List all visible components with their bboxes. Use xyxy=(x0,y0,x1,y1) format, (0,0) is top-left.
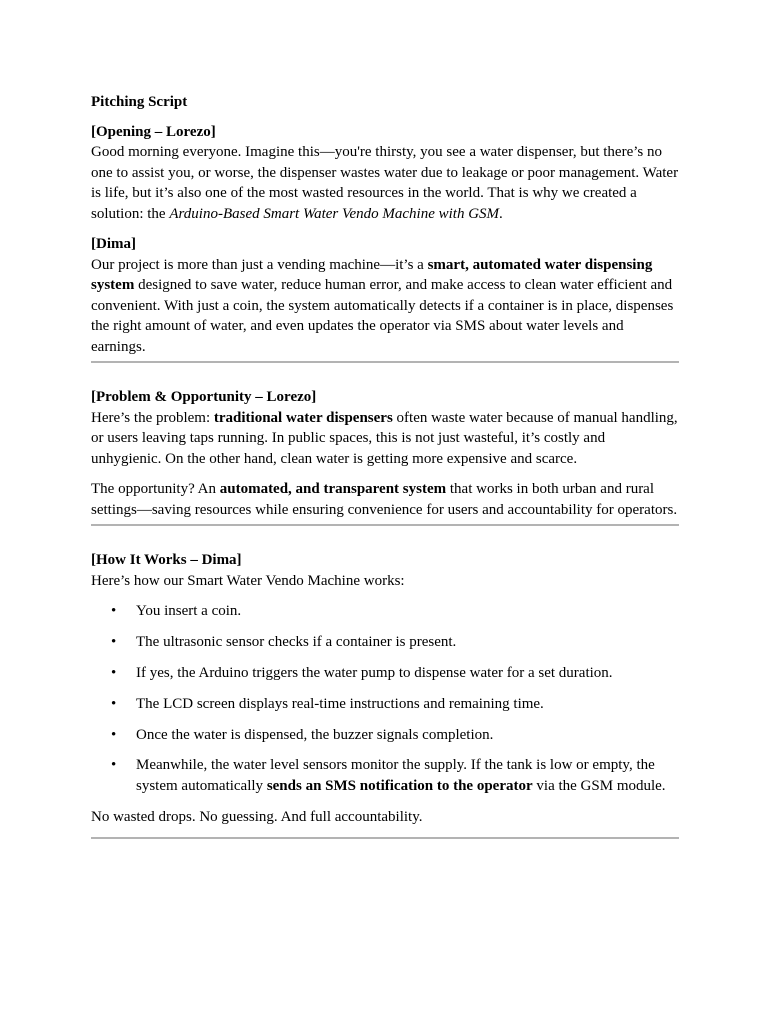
document-title: Pitching Script xyxy=(91,94,188,110)
dima-text-2: designed to save water, reduce human error, and make access to clean water efficient and convenient. With just a coin, the system automatically detects if a container is in place, dispenses the right amount of water, and even updates the operator via SMS about water levels and earnings. xyxy=(91,277,674,355)
list-item xyxy=(91,725,679,746)
bullet-icon: • xyxy=(111,757,117,774)
steps-list xyxy=(91,601,679,796)
step-text: You insert a coin. xyxy=(136,603,242,619)
section-opening xyxy=(91,122,679,225)
problem-bold: traditional water dispensers xyxy=(213,409,393,426)
dima-bold: smart, automated water dispensing system xyxy=(91,256,653,293)
opening-text-2: . xyxy=(499,205,503,222)
problem-text-2: often waste water because of manual handling, or users leaving taps running. In public spaces, this is not just wasteful, it’s costly and unhygienic. On the other hand, clean water is getting more expensive and scarce. xyxy=(91,409,678,467)
closing-line: No wasted drops. No guessing. And full accountability. xyxy=(91,808,423,825)
problem-text-1: Here’s the problem: xyxy=(91,409,214,426)
opportunity-paragraph xyxy=(91,479,679,520)
list-item xyxy=(91,632,679,653)
step-text: If yes, the Arduino triggers the water pump to dispense water for a set duration. xyxy=(136,664,613,681)
problem-paragraph xyxy=(91,387,679,469)
opportunity-bold: automated, and transparent system xyxy=(219,481,447,497)
opening-paragraph xyxy=(91,122,679,225)
divider-1 xyxy=(91,361,679,363)
opening-text-1: Good morning everyone. Imagine this—you're thirsty, you see a water dispenser, but there’s no one to assist you, or worse, the dispenser wastes water due to leakage or poor management. Water is life, but it’s also one of the most wasted resources in the world. That is why we created a solution: the xyxy=(91,144,679,222)
list-item xyxy=(91,694,679,715)
last-step-bold: sends an SMS notification to the operator xyxy=(266,777,533,794)
how-heading: [How It Works – Dima] xyxy=(91,552,242,568)
list-item xyxy=(91,663,679,684)
project-name-italic: Arduino-Based Smart Water Vendo Machine with GSM xyxy=(169,205,500,222)
bullet-icon: • xyxy=(111,664,117,681)
problem-heading: [Problem & Opportunity – Lorezo] xyxy=(91,389,317,405)
opportunity-text-1: The opportunity? An xyxy=(91,481,220,497)
list-item xyxy=(91,601,679,622)
last-step-text-2: via the GSM module. xyxy=(532,777,666,794)
last-step-text-1: Meanwhile, the water level sensors monitor the supply. If the tank is low or empty, the system automatically xyxy=(136,757,655,794)
dima-paragraph xyxy=(91,234,679,357)
document-page xyxy=(91,92,679,863)
list-item xyxy=(91,755,679,796)
opening-heading: [Opening – Lorezo] xyxy=(91,123,216,140)
bullet-icon: • xyxy=(111,726,117,743)
dima-heading: [Dima] xyxy=(91,236,136,252)
how-intro: Here’s how our Smart Water Vendo Machine works: xyxy=(91,572,405,589)
section-problem xyxy=(91,387,679,520)
bullet-icon: • xyxy=(111,633,117,650)
divider-2 xyxy=(91,524,679,526)
section-how-it-works xyxy=(91,550,679,827)
bullet-icon: • xyxy=(111,603,117,619)
bullet-icon: • xyxy=(111,695,117,712)
how-intro-paragraph xyxy=(91,550,679,591)
divider-3 xyxy=(91,837,679,839)
step-text: The ultrasonic sensor checks if a container is present. xyxy=(136,633,457,650)
step-text: The LCD screen displays real-time instructions and remaining time. xyxy=(136,695,544,712)
section-dima xyxy=(91,234,679,357)
step-text: Once the water is dispensed, the buzzer signals completion. xyxy=(136,726,494,743)
dima-text-1: Our project is more than just a vending machine—it’s a xyxy=(91,256,428,273)
opportunity-text-2: that works in both urban and rural settings—saving resources while ensuring convenience for users and accountability for operators. xyxy=(91,481,678,518)
